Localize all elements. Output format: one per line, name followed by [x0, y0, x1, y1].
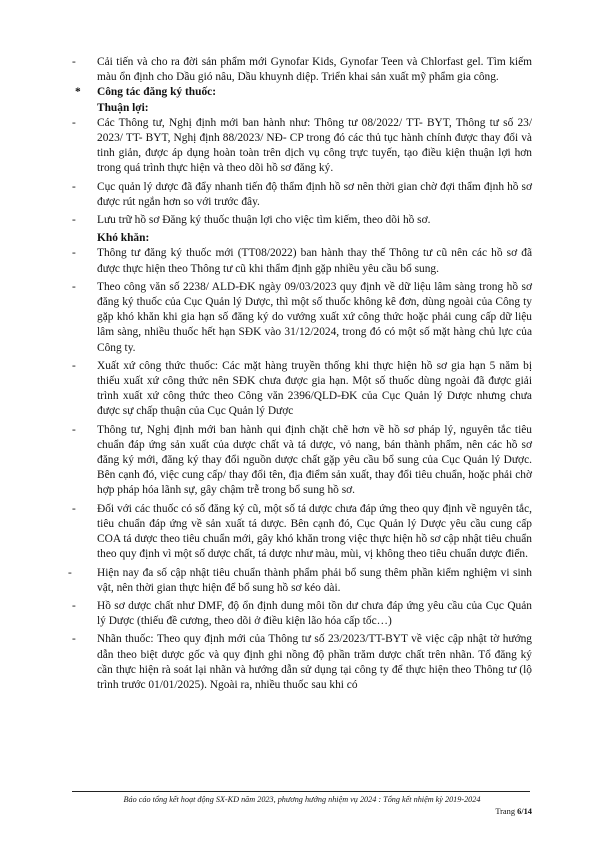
bullet-dash: -	[72, 423, 76, 436]
page-footer: Báo cáo tổng kết hoạt động SX-KD năm 2023, phương hướng nhiệm vụ 2024 : Tổng kết nhiệm kỳ 2019-2024	[123, 795, 481, 804]
item-text: Theo công văn số 2238/ ALD-ĐK ngày 09/03/2023 quy định về dữ liệu lâm sàng trong hồ sơ đăng ký thuốc của Cục Quản lý Dược, thì một số thuốc không kê đơn, dùng ngoài của Công ty gặp khó khăn khi gia hạn số đăng ký do vướng xuất xứ công thức hoặc phải cung cấp dữ liệu lâm sàng, nhiều thuốc hết hạn SĐK vào 31/12/2024, trong đó có một số mặt hàng chủ lực của Công ty.	[97, 280, 532, 354]
list-item	[72, 359, 532, 420]
advantages-title: Thuận lợi:	[97, 101, 149, 114]
list-item	[72, 246, 532, 276]
list-item	[72, 180, 532, 210]
item-text: Thông tư đăng ký thuốc mới (TT08/2022) ban hành thay thế Thông tư cũ nên các hồ sơ đã được thực hiện theo Thông tư cũ khi thẩm định gặp nhiều yêu cầu bổ sung.	[97, 247, 532, 275]
list-item	[68, 566, 532, 596]
list-item	[72, 423, 532, 499]
item-text: Đối với các thuốc có số đăng ký cũ, một số tá dược chưa đáp ứng theo quy định về nguyên tắc, tiêu chuẩn đáp ứng về sản xuất tá dược. Bên cạnh đó, Cục Quản lý Dược yêu cầu cung cấp COA tá dược theo tiêu chuẩn mới, gây khó khăn trong việc thực hiện hồ sơ cập nhật tiêu chuẩn theo quy định vì một số dược chất, tá dược như màu, mùi, vị không theo tiêu chuẩn dược điển.	[97, 502, 532, 561]
bullet-star: *	[75, 86, 81, 99]
bullet-dash: -	[72, 633, 76, 646]
bullet-dash: -	[72, 214, 76, 227]
page-label: Trang	[495, 807, 518, 816]
bullet-dash: -	[68, 566, 72, 579]
bullet-dash: -	[72, 56, 76, 68]
bullet-dash: -	[72, 280, 76, 293]
list-item	[72, 280, 532, 356]
page-number-value: 6/14	[517, 807, 532, 816]
section-title: Công tác đăng ký thuốc:	[97, 86, 216, 99]
item-text: Thông tư, Nghị định mới ban hành qui định chặt chẽ hơn về hồ sơ pháp lý, nguyên tắc tiêu chuẩn đáp ứng sản xuất của dược chất và tá dược, vỏ nang, bán thành phẩm, nên các hồ sơ đăng ký mới, đăng ký thay đổi nguồn dược chất gặp yêu cầu bổ sung của Cục Quản lý Dược. Bên cạnh đó, việc cung cấp/ thay đổi tên, địa điểm sản xuất, thay đổi tiêu chuẩn, hoặc phải chờ hợp pháp hóa lãnh sự, gây chậm trễ trong bổ sung hồ sơ.	[97, 423, 532, 497]
bullet-dash: -	[72, 599, 76, 612]
bullet-dash: -	[72, 359, 76, 372]
list-item	[72, 502, 532, 563]
item-text: Cục quản lý dược đã đẩy nhanh tiến độ thẩm định hồ sơ nên thời gian chờ đợi thẩm định hồ sơ được rút ngắn hơn so với trước đây.	[97, 180, 532, 208]
section-heading	[72, 85, 532, 100]
list-item	[72, 632, 532, 693]
item-text: Xuất xứ công thức thuốc: Các mặt hàng truyền thống khi thực hiện hồ sơ gia hạn 5 năm bị thiếu xuất xứ công thức nên SĐK chưa được gia hạn. Một số thuốc dùng ngoài đã được giải trình xuất xứ công thức theo Công văn 2396/QLD-ĐK của Cục Quản lý Dược nhưng chưa được sự chấp thuận của Cục Quản lý Dược	[97, 359, 532, 418]
bullet-dash: -	[72, 247, 76, 260]
bullet-dash: -	[72, 502, 76, 515]
item-text: Nhãn thuốc: Theo quy định mới của Thông tư số 23/2023/TT-BYT về việc cập nhật tờ hướng dẫn theo biệt dược gốc và quy định ghi nồng độ phần trăm dược chất trên nhãn. Tổ đăng ký cần thực hiện rà soát lại nhãn và hướng dẫn sử dụng tại công ty để thực hiện theo Thông tư (lộ trình trước 01/01/2025). Ngoài ra, nhiều thuốc sau khi có	[97, 633, 532, 691]
item-text: Hiện nay đa số cập nhật tiêu chuẩn thành phẩm phải bổ sung thêm phần kiểm nghiệm vi sinh vật, nên thời gian thực hiện để bổ sung hồ sơ kéo dài.	[97, 566, 532, 594]
difficulties-title: Khó khăn:	[97, 232, 150, 245]
item-text: Lưu trữ hồ sơ Đăng ký thuốc thuận lợi cho việc tìm kiếm, theo dõi hồ sơ.	[97, 214, 431, 227]
list-item	[72, 55, 532, 85]
page-number	[440, 807, 532, 816]
list-item	[72, 116, 532, 177]
page-body	[68, 55, 532, 693]
item-text: Hồ sơ dược chất như DMF, độ ổn định dung môi tồn dư chưa đáp ứng yêu cầu của Cục Quản lý Dược (thiếu đề cương, theo dõi ở điều kiện lão hóa cấp tốc…)	[97, 599, 532, 628]
item-text: Các Thông tư, Nghị định mới ban hành như: Thông tư 08/2022/ TT- BYT, Thông tư số 23/ 2023/ TT- BYT, Nghị định 88/2023/ NĐ- CP trong đó các thủ tục hành chính được thay đổi và tinh giản, được áp dụng hoàn toàn trên dịch vụ công trực tuyến, tạo điều kiện thuận lợi hơn trong quá trình thực hiện và theo dõi hồ sơ đăng ký.	[97, 116, 532, 175]
bullet-dash: -	[72, 180, 76, 193]
list-item	[72, 213, 532, 228]
item-text: Cải tiến và cho ra đời sản phẩm mới Gynofar Kids, Gynofar Teen và Chlorfast gel. Tìm kiếm màu ổn định cho Dầu gió nâu, Dầu khuynh diệp. Triển khai sản xuất mỹ phẩm gia công.	[97, 56, 532, 84]
footer-divider	[72, 791, 530, 792]
bullet-dash: -	[72, 116, 76, 129]
list-item	[72, 599, 532, 629]
